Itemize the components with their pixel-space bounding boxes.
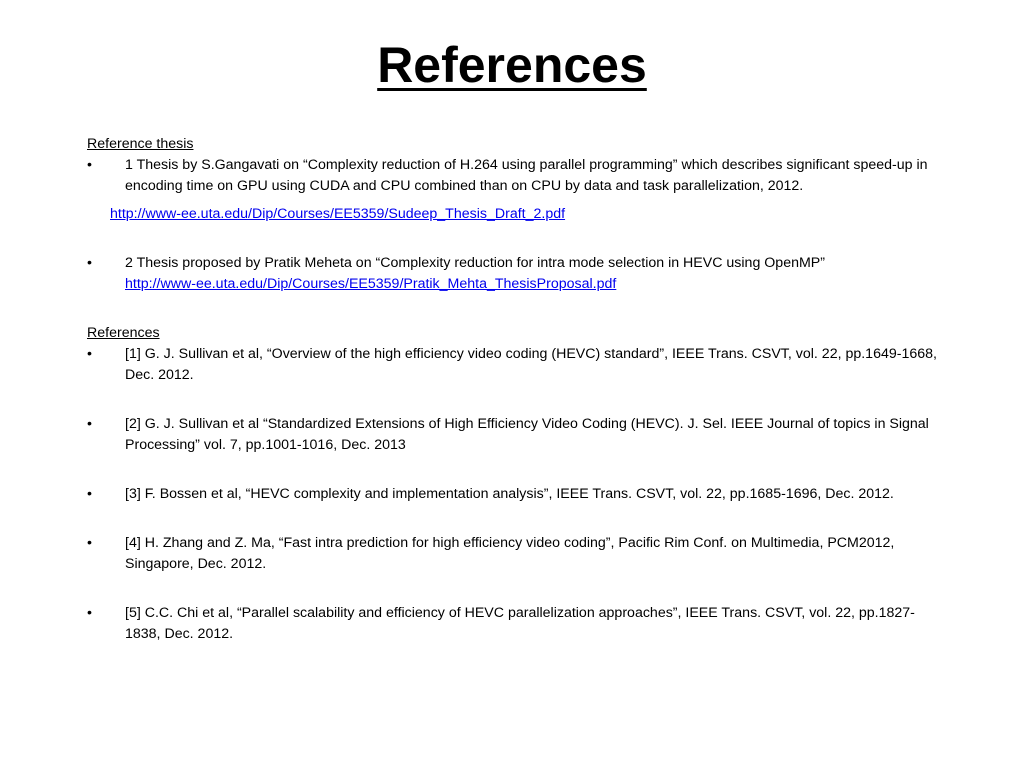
thesis-heading: Reference thesis	[87, 136, 194, 152]
list-item	[87, 533, 947, 575]
bullet-icon: •	[87, 605, 92, 621]
bullet-icon: •	[87, 486, 92, 502]
page-title: References	[377, 37, 647, 93]
reference-text: [2] G. J. Sullivan et al “Standardized Extensions of High Efficiency Video Coding (HEVC). J. Sel. IEEE Journal of topics in Signal Processing” vol. 7, pp.1001-1016, Dec. 2013	[125, 416, 929, 453]
bullet-icon: •	[87, 255, 92, 271]
list-item	[87, 253, 947, 295]
references-heading: References	[87, 325, 160, 341]
reference-text: [3] F. Bossen et al, “HEVC complexity and implementation analysis”, IEEE Trans. CSVT, vol. 22, pp.1685-1696, Dec. 2012.	[125, 486, 894, 502]
reference-text: [4] H. Zhang and Z. Ma, “Fast intra prediction for high efficiency video coding”, Pacific Rim Conf. on Multimedia, PCM2012, Singapore, Dec. 2012.	[125, 535, 895, 572]
list-item	[87, 344, 947, 386]
list-item	[87, 603, 947, 645]
reference-text: [5] C.C. Chi et al, “Parallel scalability and efficiency of HEVC parallelization approaches”, IEEE Trans. CSVT, vol. 22, pp.1827-1838, Dec. 2012.	[125, 605, 915, 642]
list-item	[87, 414, 947, 456]
reference-text: [1] G. J. Sullivan et al, “Overview of the high efficiency video coding (HEVC) standard”, IEEE Trans. CSVT, vol. 22, pp.1649-1668, Dec. 2012.	[125, 346, 937, 383]
thesis-link-2[interactable]: http://www-ee.uta.edu/Dip/Courses/EE5359/Pratik_Mehta_ThesisProposal.pdf	[125, 276, 617, 292]
bullet-icon: •	[87, 157, 92, 173]
thesis-link-1[interactable]: http://www-ee.uta.edu/Dip/Courses/EE5359/Sudeep_Thesis_Draft_2.pdf	[110, 206, 566, 222]
thesis-link-row	[87, 204, 947, 225]
list-item	[87, 484, 947, 505]
bullet-icon: •	[87, 535, 92, 551]
thesis-item-text: 2 Thesis proposed by Pratik Meheta on “Complexity reduction for intra mode selection in HEVC using OpenMP”	[125, 255, 825, 271]
bullet-icon: •	[87, 416, 92, 432]
slide-content	[87, 134, 947, 645]
bullet-icon: •	[87, 346, 92, 362]
thesis-item-text: 1 Thesis by S.Gangavati on “Complexity reduction of H.264 using parallel programming” which describes significant speed-up in encoding time on GPU using CUDA and CPU combined than on CPU by data and task parallelization, 2012.	[125, 157, 928, 194]
list-item	[87, 155, 947, 197]
